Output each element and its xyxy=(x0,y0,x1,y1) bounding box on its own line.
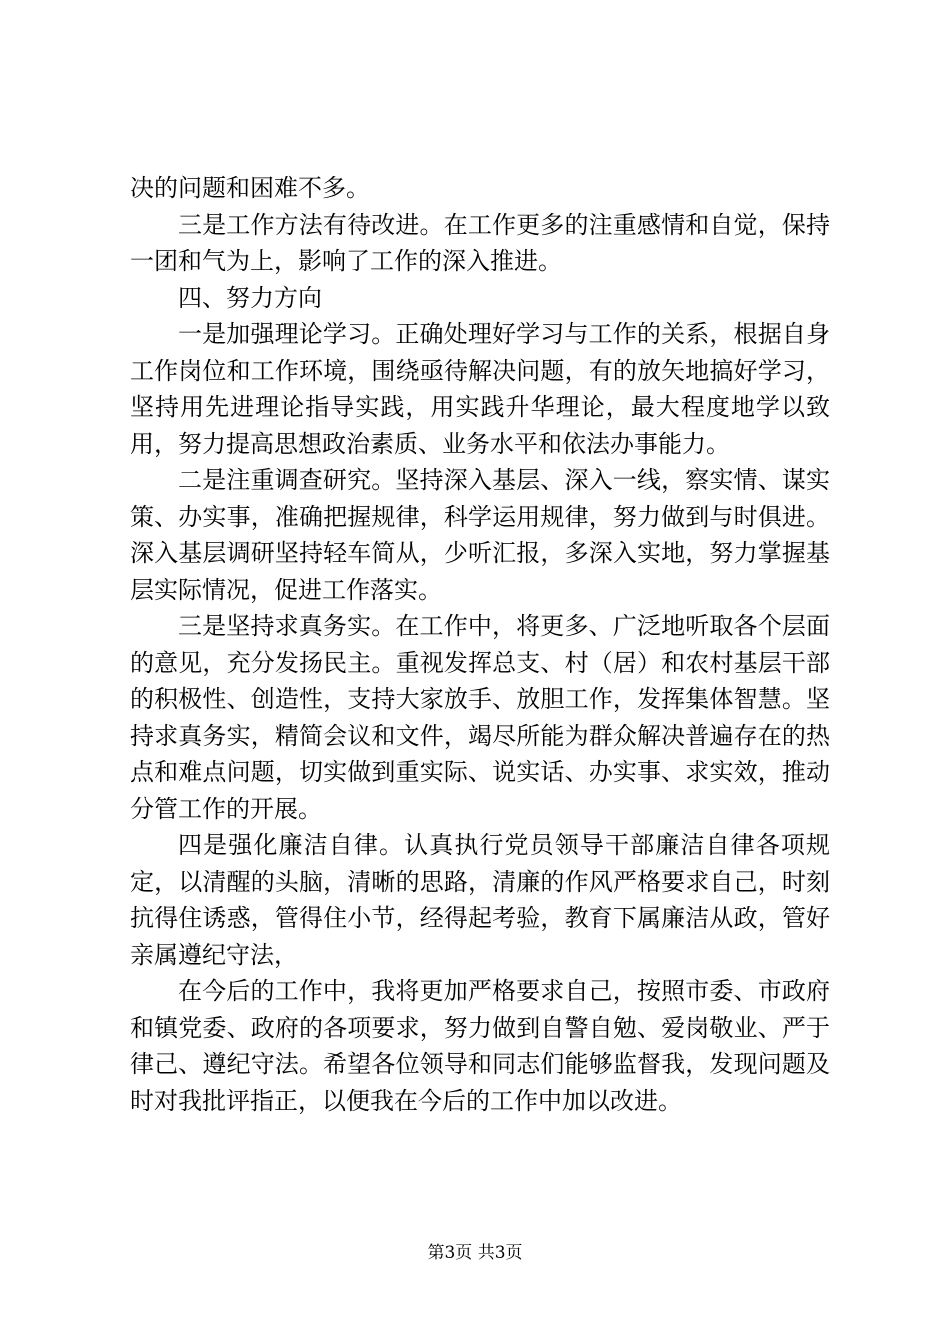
paragraph-1: 决的问题和困难不多。 xyxy=(130,174,370,202)
paragraph-4: 一是加强理论学习。正确处理好学习与工作的关系，根据自身工作岗位和工作环境，围绕亟待解决问题，有的放矢地搞好学习，坚持用先进理论指导实践，用实践升华理论，最大程度地学以致用，努力提高思想政治素质、业务水平和依法办事能力。 xyxy=(130,320,830,458)
paragraph-2: 三是工作方法有待改进。在工作更多的注重感情和自觉，保持一团和气为上，影响了工作的深入推进。 xyxy=(130,210,830,275)
document-body xyxy=(130,170,830,1119)
section-heading: 四、努力方向 xyxy=(178,283,322,312)
paragraph-8: 在今后的工作中，我将更加严格要求自己，按照市委、市政府和镇党委、政府的各项要求，努力做到自警自勉、爱岗敬业、严于律己、遵纪守法。希望各位领导和同志们能够监督我，发现问题及时对我批评指正，以便我在今后的工作中加以改进。 xyxy=(130,977,830,1115)
paragraph-6: 三是坚持求真务实。在工作中，将更多、广泛地听取各个层面的意见，充分发扬民主。重视发挥总支、村（居）和农村基层干部的积极性、创造性，支持大家放手、放胆工作，发挥集体智慧。坚持求真务实，精简会议和文件，竭尽所能为群众解决普遍存在的热点和难点问题，切实做到重实际、说实话、办实事、求实效，推动分管工作的开展。 xyxy=(130,612,830,823)
page-number-footer: 第3页 共3页 xyxy=(427,1243,523,1263)
paragraph-7: 四是强化廉洁自律。认真执行党员领导干部廉洁自律各项规定，以清醒的头脑，清晰的思路，清廉的作风严格要求自己，时刻抗得住诱惑，管得住小节，经得起考验，教育下属廉洁从政，管好亲属遵纪守法， xyxy=(130,831,830,969)
paragraph-5: 二是注重调查研究。坚持深入基层、深入一线，察实情、谋实策、办实事，准确把握规律，科学运用规律，努力做到与时俱进。深入基层调研坚持轻车简从，少听汇报，多深入实地，努力掌握基层实际情况，促进工作落实。 xyxy=(130,466,830,604)
